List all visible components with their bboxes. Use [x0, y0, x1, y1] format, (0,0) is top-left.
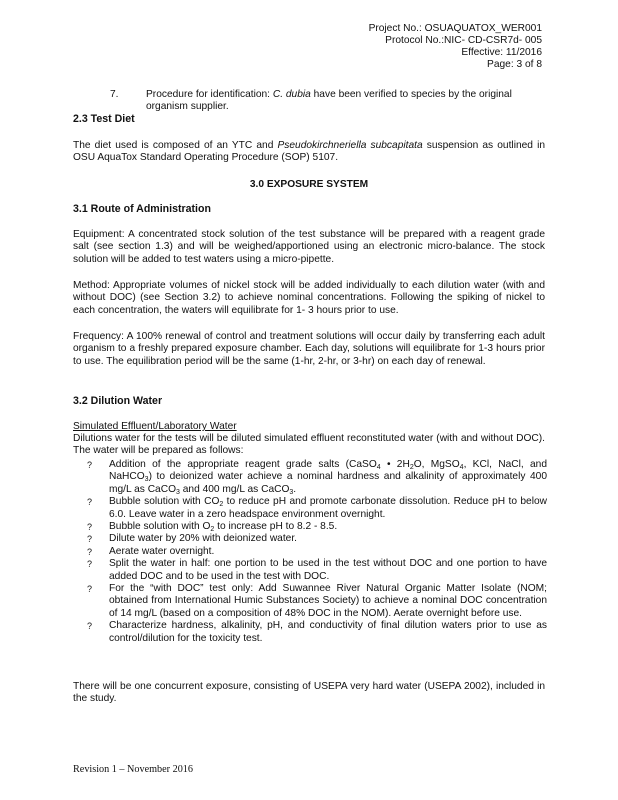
test-diet-heading: 2.3 Test Diet [73, 113, 135, 125]
revision-footer: Revision 1 – November 2016 [73, 764, 193, 775]
dilution-subheading: Simulated Effluent/Laboratory Water [73, 421, 237, 432]
list-item: ? Dilute water by 20% with deionized water. [87, 533, 298, 545]
list-item: ? Split the water in half: one portion to be used in the test without DOC and one portion to have added DOC and to be used in the test with DOC. [87, 558, 547, 582]
list-item: ? Addition of the appropriate reagent grade salts (CaSO$_4$ • $2H_2O$, MgSO$_4$, KCl, NaCl, and NaHCO$_3$) to deionized water achieve a nominal hardness and alkalinity of approximately 400 mg/L as CaCO$_3$ and 400 mg/L as CaCO$_3$. [87, 459, 547, 496]
bullet-glyph: ? [87, 559, 93, 570]
bullet-glyph: ? [87, 497, 93, 508]
page-header [369, 23, 542, 71]
bullet-glyph: ? [87, 460, 93, 470]
test-diet-paragraph: The diet used is composed of an YTC and Pseudokirchneriella subcapitata suspension as outlined in OSU AquaTox Standard Operating Procedure (SOP) 5107. [73, 140, 545, 164]
dilution-water-heading: 3.2 Dilution Water [73, 395, 163, 407]
bullet-glyph: ? [87, 522, 93, 533]
effective-date: Effective: 11/2016 [461, 47, 542, 58]
list-item-text: Procedure for identification: C. dubia have been verified to species by the original organism supplier. [146, 89, 512, 113]
bullet-glyph: ? [87, 621, 93, 632]
list-item: ? Characterize hardness, alkalinity, pH, and conductivity of final dilution waters prior to use as control/dilution for the toxicity test. [87, 620, 547, 644]
route-of-administration-heading: 3.1 Route of Administration [73, 203, 211, 215]
equipment-paragraph: Equipment: A concentrated stock solution of the test substance will be prepared with a reagent grade salt (see section 1.3) and will be weighed/apportioned using an electronic micro-balance. The stock solution will be added to test waters using a micro-pipette. [73, 229, 545, 265]
list-item: ? Bubble solution with $CO_2$ to reduce pH and promote carbonate dissolution. Reduce pH to below 6.0. Leave water in a zero headspace environment overnight. [87, 496, 547, 520]
bullet-glyph: ? [87, 546, 93, 557]
list-item: ? For the “with DOC” test only: Add Suwannee River Natural Organic Matter Isolate (NOM; obtained from International Humic Substances Society) to achieve a nominal DOC concentration of 14 mg/L (based on a composition of 48% DOC in the NOM). Aerate overnight before use. [87, 583, 547, 619]
dilution-intro: Dilutions water for the tests will be diluted simulated effluent reconstituted water (with and without DOC). The water will be prepared as follows: [73, 433, 545, 457]
protocol-number: Protocol No.:NIC- CD-CSR7d- 005 [385, 35, 542, 46]
project-number: Project No.: OSUAQUATOX_WER001 [368, 23, 542, 34]
list-item-number: 7. [110, 89, 119, 100]
bullet-glyph: ? [87, 534, 93, 545]
method-paragraph: Method: Appropriate volumes of nickel stock will be added individually to each dilution water (with and without DOC) (see Section 3.2) to achieve nominal concentrations. Following the spiking of nickel to each concentration, the waters will equilibrate for 1- 3 hours prior to use. [73, 280, 545, 316]
list-item: ? Bubble solution with $O_2$ to increase pH to 8.2 - 8.5. [87, 521, 338, 534]
preparation-steps-list [87, 459, 547, 645]
exposure-system-heading: 3.0 EXPOSURE SYSTEM [249, 179, 369, 190]
list-item: ? Aerate water overnight. [87, 545, 215, 557]
bullet-glyph: ? [87, 584, 93, 595]
page-number: Page: 3 of 8 [487, 59, 542, 70]
frequency-paragraph: Frequency: A 100% renewal of control and treatment solutions will occur daily by transferring each adult organism to a freshly prepared exposure chamber. Each day, solutions will equilibrate for 1-3 hours prior to use. The equilibration period will be the same (1-hr, 2-hr, or 3-hr) on each day of renewal. [73, 331, 545, 367]
closing-paragraph: There will be one concurrent exposure, consisting of USEPA very hard water (USEPA 2002), included in the study. [73, 681, 545, 705]
